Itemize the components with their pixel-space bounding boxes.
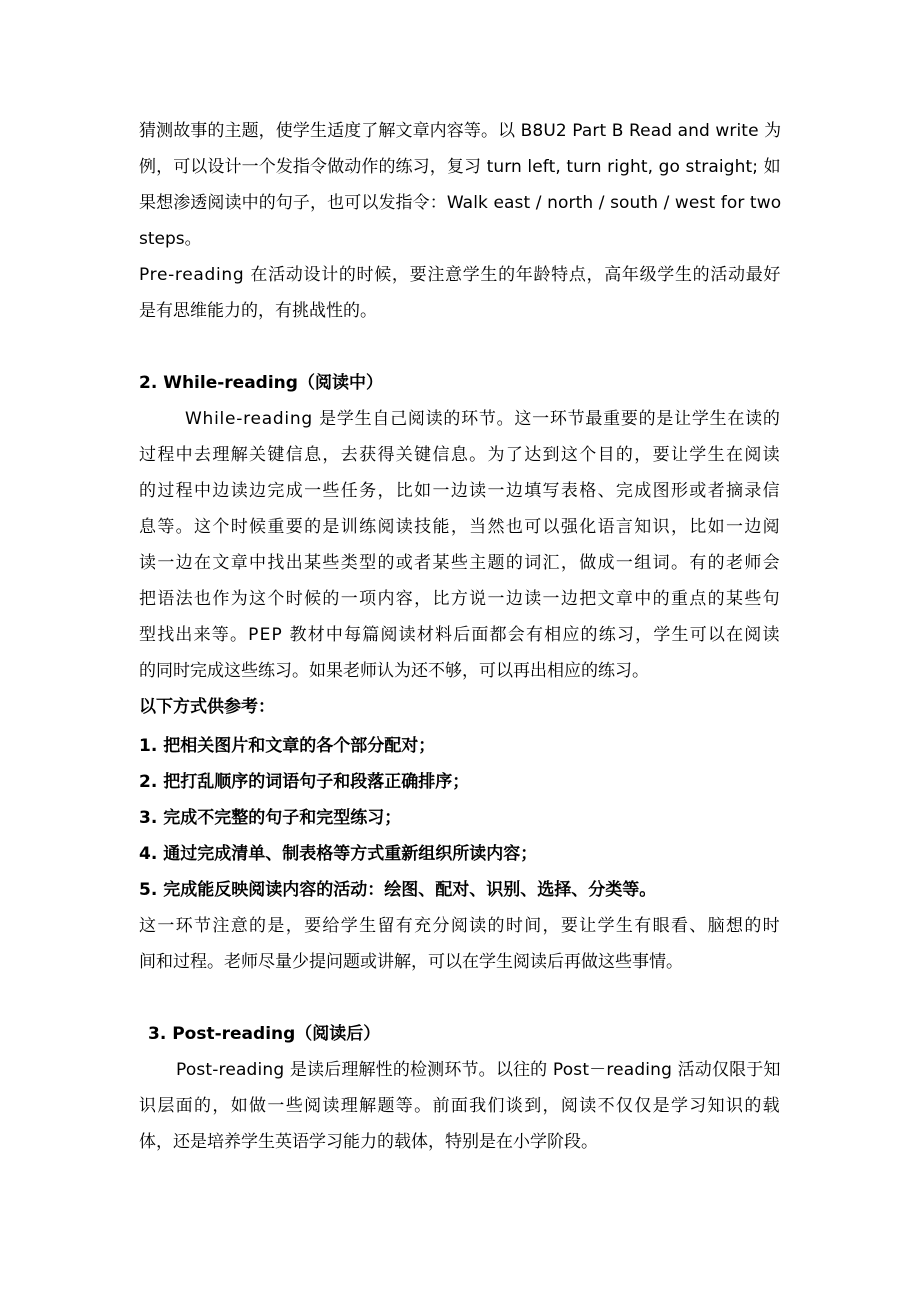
while-reading-line: 型找出来等。PEP 教材中每篇阅读材料后面都会有相应的练习，学生可以在阅读: [139, 625, 781, 645]
method-item: 1. 把相关图片和文章的各个部分配对；: [139, 736, 436, 756]
intro-line: Pre-reading 在活动设计的时候，要注意学生的年龄特点，高年级学生的活动最好: [139, 265, 782, 285]
note-line: 间和过程。老师尽量少提问题或讲解，可以在学生阅读后再做这些事情。: [139, 952, 683, 972]
while-reading-line: 的同时完成这些练习。如果老师认为还不够，可以再出相应的练习。: [139, 661, 649, 681]
intro-line: steps。: [139, 229, 202, 249]
while-reading-line: 读一边在文章中找出某些类型的或者某些主题的词汇，做成一组词。有的老师会: [139, 553, 782, 573]
method-item: 5. 完成能反映阅读内容的活动：绘图、配对、识别、选择、分类等。: [139, 880, 657, 900]
while-reading-line: 过程中去理解关键信息，去获得关键信息。为了达到这个目的，要让学生在阅读: [139, 445, 782, 465]
intro-line: 果想渗透阅读中的句子，也可以发指令：Walk east / north / south / west for two: [139, 193, 782, 213]
while-reading-line: 把语法也作为这个时候的一项内容，比方说一边读一边把文章中的重点的某些句: [139, 589, 782, 609]
method-item: 3. 完成不完整的句子和完型练习；: [139, 808, 402, 828]
reference-title: 以下方式供参考：: [139, 697, 275, 717]
intro-line: 例，可以设计一个发指令做动作的练习，复习 turn left, turn right, go straight; 如: [139, 157, 781, 177]
intro-line: 猜测故事的主题，使学生适度了解文章内容等。以 B8U2 Part B Read and write 为: [139, 121, 782, 141]
method-item: 2. 把打乱顺序的词语句子和段落正确排序；: [139, 772, 470, 792]
post-reading-line: 识层面的，如做一些阅读理解题等。前面我们谈到，阅读不仅仅是学习知识的载: [139, 1096, 782, 1116]
while-reading-line: 息等。这个时候重要的是训练阅读技能，当然也可以强化语言知识，比如一边阅: [139, 517, 782, 537]
post-reading-line: Post-reading 是读后理解性的检测环节。以往的 Post－reading 活动仅限于知: [176, 1060, 781, 1080]
while-reading-line: 的过程中边读边完成一些任务，比如一边读一边填写表格、完成图形或者摘录信: [139, 481, 782, 501]
note-line: 这一环节注意的是，要给学生留有充分阅读的时间，要让学生有眼看、脑想的时: [139, 916, 782, 936]
intro-line: 是有思维能力的，有挑战性的。: [139, 301, 377, 321]
section-heading-while-reading: 2. While-reading（阅读中）: [139, 373, 383, 393]
while-reading-line: While-reading 是学生自己阅读的环节。这一环节最重要的是让学生在读的: [185, 409, 781, 429]
method-item: 4. 通过完成清单、制表格等方式重新组织所读内容；: [139, 844, 538, 864]
section-heading-post-reading: 3. Post-reading（阅读后）: [148, 1024, 381, 1044]
post-reading-line: 体，还是培养学生英语学习能力的载体，特别是在小学阶段。: [139, 1132, 598, 1152]
